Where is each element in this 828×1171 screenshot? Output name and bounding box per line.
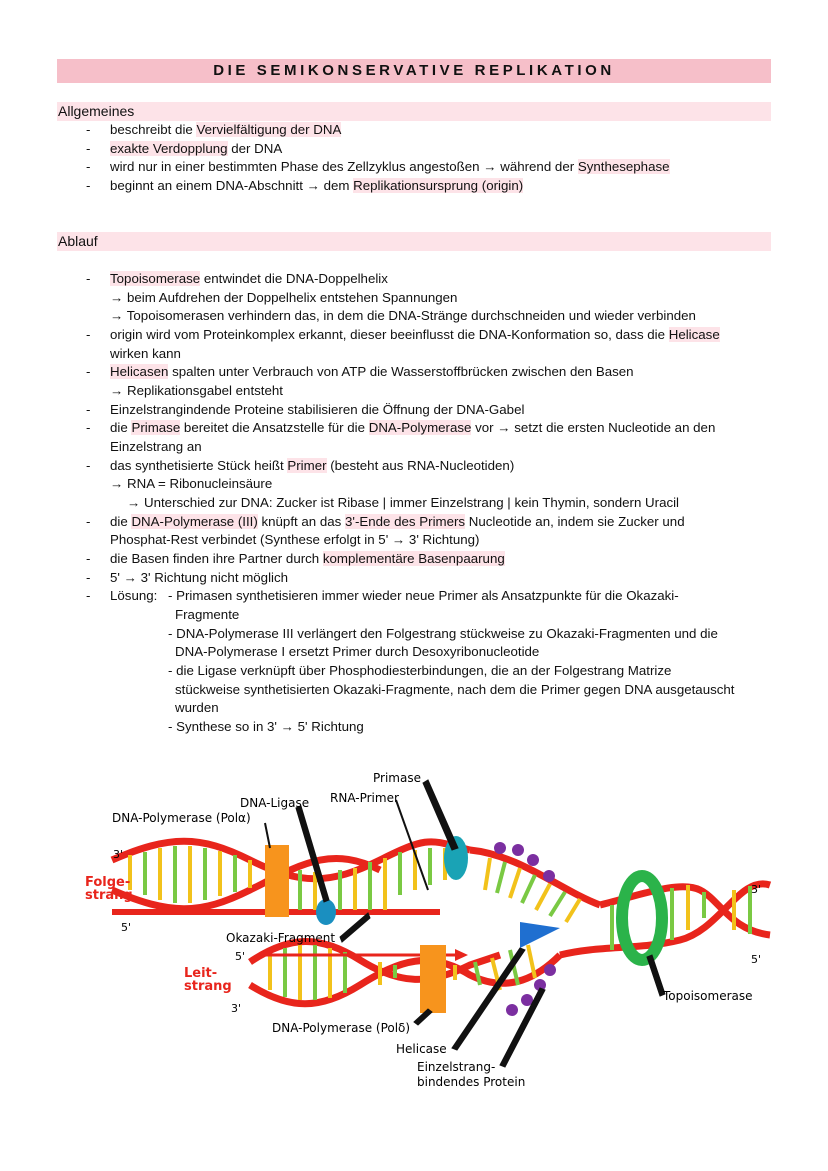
dna-ligase-shape	[316, 899, 336, 925]
bullet: -	[86, 271, 91, 286]
list-item-label: Lösung:	[110, 588, 158, 603]
list-item: 5' → 3' Richtung nicht möglich	[110, 570, 289, 585]
list-item: wird nur in einer bestimmten Phase des Zellzyklus angestoßen → während der Synthesephase	[110, 159, 670, 174]
list-item-continuation: DNA-Polymerase I ersetzt Primer durch Desoxyribonucleotide	[175, 644, 540, 659]
list-item: - Synthese so in 3' → 5' Richtung	[168, 719, 364, 734]
list-item-continuation: stückweise synthetisierten Okazaki-Fragmente, nach dem die Primer gegen DNA ausgetauscht	[175, 682, 735, 697]
list-item: origin wird vom Proteinkomplex erkannt, dieser beeinflusst die DNA-Konformation so, dass die Helicase	[110, 327, 720, 342]
list-item-continuation: wurden	[175, 700, 219, 715]
list-item: Topoisomerase entwindet die DNA-Doppelhelix	[110, 271, 388, 286]
label-3prime-lower: 3'	[231, 1002, 242, 1015]
bullet: -	[86, 159, 91, 174]
list-item: beschreibt die Vervielfältigung der DNA	[110, 122, 342, 137]
bullet: -	[86, 402, 91, 417]
label-ssb-1: Einzelstrang-	[417, 1060, 496, 1074]
page-title: DIE SEMIKONSERVATIVE REPLIKATION	[57, 59, 771, 83]
label-3prime-right: 3'	[751, 883, 762, 896]
label-topoisomerase: Topoisomerase	[663, 989, 753, 1003]
bullet: -	[86, 588, 91, 603]
bullet: -	[86, 327, 91, 342]
section-heading-allgemeines: Allgemeines	[57, 102, 771, 121]
dna-polymerase-delta-shape	[420, 945, 446, 1013]
bullet: -	[86, 420, 91, 435]
list-item: Einzelstrangindende Proteine stabilisieren die Öffnung der DNA-Gabel	[110, 402, 525, 417]
list-item: die DNA-Polymerase (III) knüpft an das 3'-Ende des Primers Nucleotide an, indem sie Zucker und	[110, 514, 685, 529]
bullet: -	[86, 514, 91, 529]
list-item: exakte Verdopplung der DNA	[110, 141, 283, 156]
lagging-strand-helix	[112, 841, 470, 925]
list-item-continuation: Fragmente	[175, 607, 240, 622]
list-item-continuation: Phosphat-Rest verbindet (Synthese erfolgt in 5' → 3' Richtung)	[110, 532, 480, 547]
list-item-continuation: wirken kann	[110, 346, 181, 361]
label-dna-ligase: DNA-Ligase	[240, 796, 310, 810]
label-dna-polymerase-delta: DNA-Polymerase (Polδ)	[272, 1021, 411, 1035]
label-5prime-lower: 5'	[235, 950, 246, 963]
list-item-continuation: Einzelstrang an	[110, 439, 202, 454]
label-okazaki-fragment: Okazaki-Fragment	[226, 931, 336, 945]
helicase-shape	[520, 922, 560, 948]
bullet: -	[86, 570, 91, 585]
bullet: -	[86, 178, 91, 193]
bullet: -	[86, 122, 91, 137]
label-helicase: Helicase	[396, 1042, 447, 1056]
label-5prime-right: 5'	[751, 953, 762, 966]
label-rna-primer: RNA-Primer	[330, 791, 399, 805]
label-leitstrang-2: strang	[184, 979, 232, 994]
list-item: - DNA-Polymerase III verlängert den Folgestrang stückweise zu Okazaki-Fragmenten und die	[168, 626, 718, 641]
list-item-continuation: → Topoisomerasen verhindern das, in dem die DNA-Stränge durchschneiden und wieder verbinden	[110, 308, 696, 323]
list-item: die Primase bereitet die Ansatzstelle für die DNA-Polymerase vor → setzt die ersten Nucleotide an den	[110, 420, 716, 435]
label-folgestrang-1: Folge-	[85, 875, 131, 890]
list-item: Helicasen spalten unter Verbrauch von ATP die Wasserstoffbrücken zwischen den Basen	[110, 364, 634, 379]
label-ssb-2: bindendes Protein	[417, 1075, 526, 1089]
bullet: -	[86, 141, 91, 156]
list-item: das synthetisierte Stück heißt Primer (besteht aus RNA-Nucleotiden)	[110, 458, 515, 473]
parental-helix	[560, 876, 770, 960]
label-dna-polymerase-alpha: DNA-Polymerase (Polα)	[112, 811, 251, 825]
list-item-continuation: → Unterschied zur DNA: Zucker ist Ribase | immer Einzelstrang | kein Thymin, sondern Uracil	[127, 495, 680, 510]
list-item-continuation: → beim Aufdrehen der Doppelhelix entstehen Spannungen	[110, 290, 458, 305]
label-primase: Primase	[373, 771, 421, 785]
bullet: -	[86, 551, 91, 566]
bullet: -	[86, 364, 91, 379]
label-3prime-top-left: 3'	[113, 848, 124, 861]
bullet: -	[86, 458, 91, 473]
list-item: beginnt an einem DNA-Abschnitt → dem Replikationsursprung (origin)	[110, 178, 524, 193]
leading-strand-helix	[250, 941, 560, 1016]
list-item: - die Ligase verknüpft über Phosphodiesterbindungen, die an der Folgestrang Matrize	[168, 663, 672, 678]
label-leitstrang-1: Leit-	[184, 966, 218, 981]
list-item: die Basen finden ihre Partner durch komplementäre Basenpaarung	[110, 551, 505, 566]
section-heading-ablauf: Ablauf	[57, 232, 771, 251]
label-folgestrang-2: strang	[85, 888, 133, 903]
list-item-continuation: → Replikationsgabel entsteht	[110, 383, 283, 398]
dna-polymerase-alpha-shape	[265, 845, 289, 917]
list-item: - Primasen synthetisieren immer wieder neue Primer als Ansatzpunkte für die Okazaki-	[168, 588, 679, 603]
list-item-continuation: → RNA = Ribonucleinsäure	[110, 476, 273, 491]
label-5prime-left: 5'	[121, 921, 132, 934]
